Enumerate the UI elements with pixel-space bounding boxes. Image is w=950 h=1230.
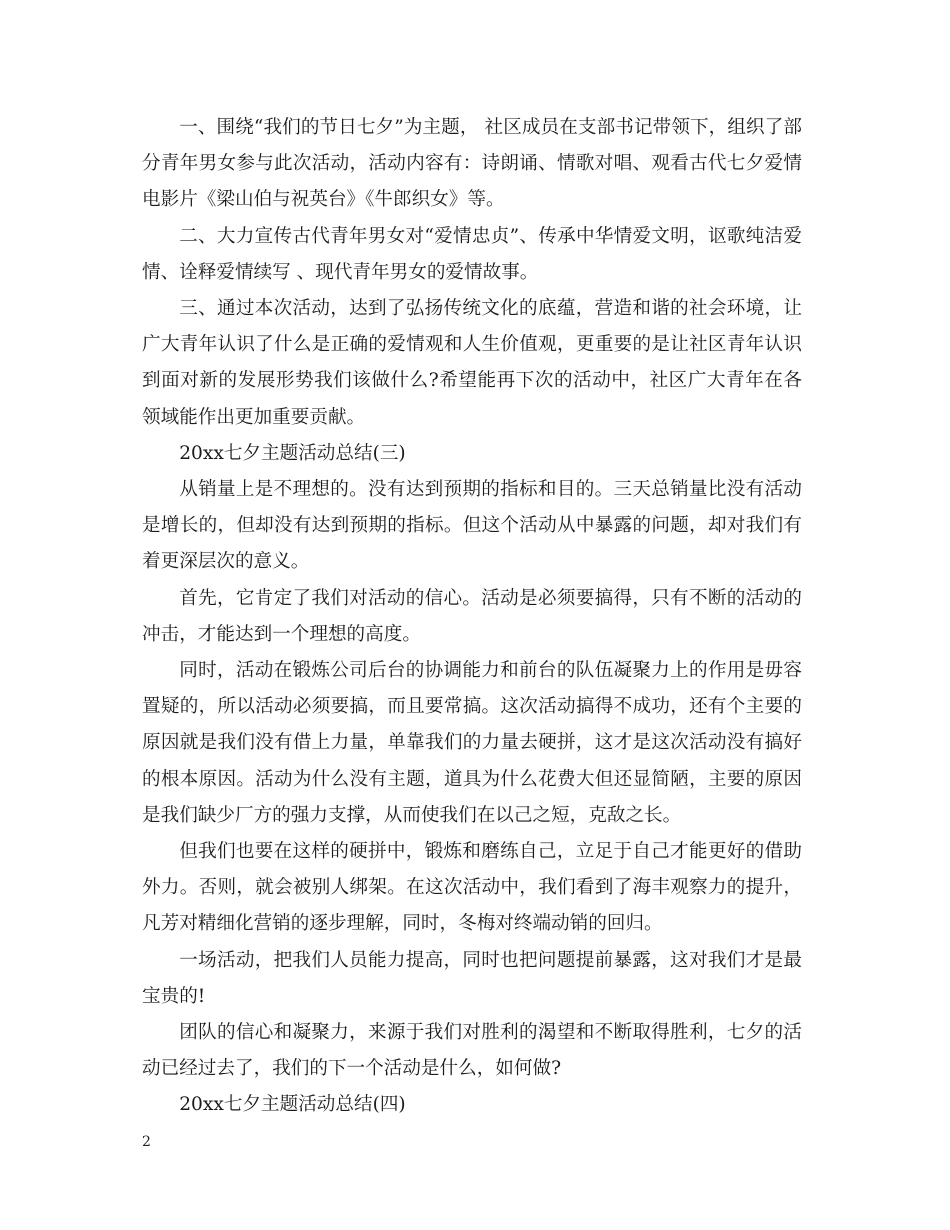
document-body xyxy=(142,110,802,1124)
paragraph-1: 一、围绕“我们的节日七夕”为主题， 社区成员在支部书记带领下，组织了部分青年男女参与此次活动，活动内容有：诗朗诵、情歌对唱、观看古代七夕爱情电影片《梁山伯与祝英台》《牛郎织女》等。 xyxy=(142,117,802,211)
paragraph-9: 团队的信心和凝聚力，来源于我们对胜利的渴望和不断取得胜利，七夕的活动已经过去了，我们的下一个活动是什么，如何做? xyxy=(142,1022,802,1080)
paragraph-7: 但我们也要在这样的硬拼中，锻炼和磨练自己，立足于自己才能更好的借助外力。否则，就会被别人绑架。在这次活动中，我们看到了海丰观察力的提升，凡芳对精细化营销的逐步理解，同时，冬梅对终端动销的回归。 xyxy=(142,841,802,935)
paragraph-2: 二、大力宣传古代青年男女对“爱情忠贞”、传承中华情爱文明，讴歌纯洁爱情、诠释爱情续写 、现代青年男女的爱情故事。 xyxy=(142,225,802,283)
paragraph-8: 一场活动，把我们人员能力提高，同时也把问题提前暴露，这对我们才是最宝贵的! xyxy=(142,949,802,1007)
paragraph-6: 同时，活动在锻炼公司后台的协调能力和前台的队伍凝聚力上的作用是毋容置疑的，所以活动必须要搞，而且要常搞。这次活动搞得不成功，还有个主要的原因就是我们没有借上力量，单靠我们的力量去硬拼，这才是这次活动没有搞好的根本原因。活动为什么没有主题，道具为什么花费大但还显简陋，主要的原因是我们缺少厂方的强力支撑，从而使我们在以己之短，克敌之长。 xyxy=(142,660,802,826)
paragraph-5: 首先，它肯定了我们对活动的信心。活动是必须要搞得，只有不断的活动的冲击，才能达到一个理想的高度。 xyxy=(142,587,802,645)
page-number: 2 xyxy=(142,1134,151,1150)
paragraph-4: 从销量上是不理想的。没有达到预期的指标和目的。三天总销量比没有活动是增长的，但却没有达到预期的指标。但这个活动从中暴露的问题，却对我们有着更深层次的意义。 xyxy=(142,479,802,573)
section-heading-4: 20xx七夕主题活动总结(四) xyxy=(179,1094,406,1116)
paragraph-3: 三、通过本次活动，达到了弘扬传统文化的底蕴，营造和谐的社会环境，让广大青年认识了什么是正确的爱情观和人生价值观，更重要的是让社区青年认识到面对新的发展形势我们该做什么?希望能再下次的活动中，社区广大青年在各领域能作出更加重要贡献。 xyxy=(142,298,802,428)
section-heading-3: 20xx七夕主题活动总结(三) xyxy=(179,442,406,464)
